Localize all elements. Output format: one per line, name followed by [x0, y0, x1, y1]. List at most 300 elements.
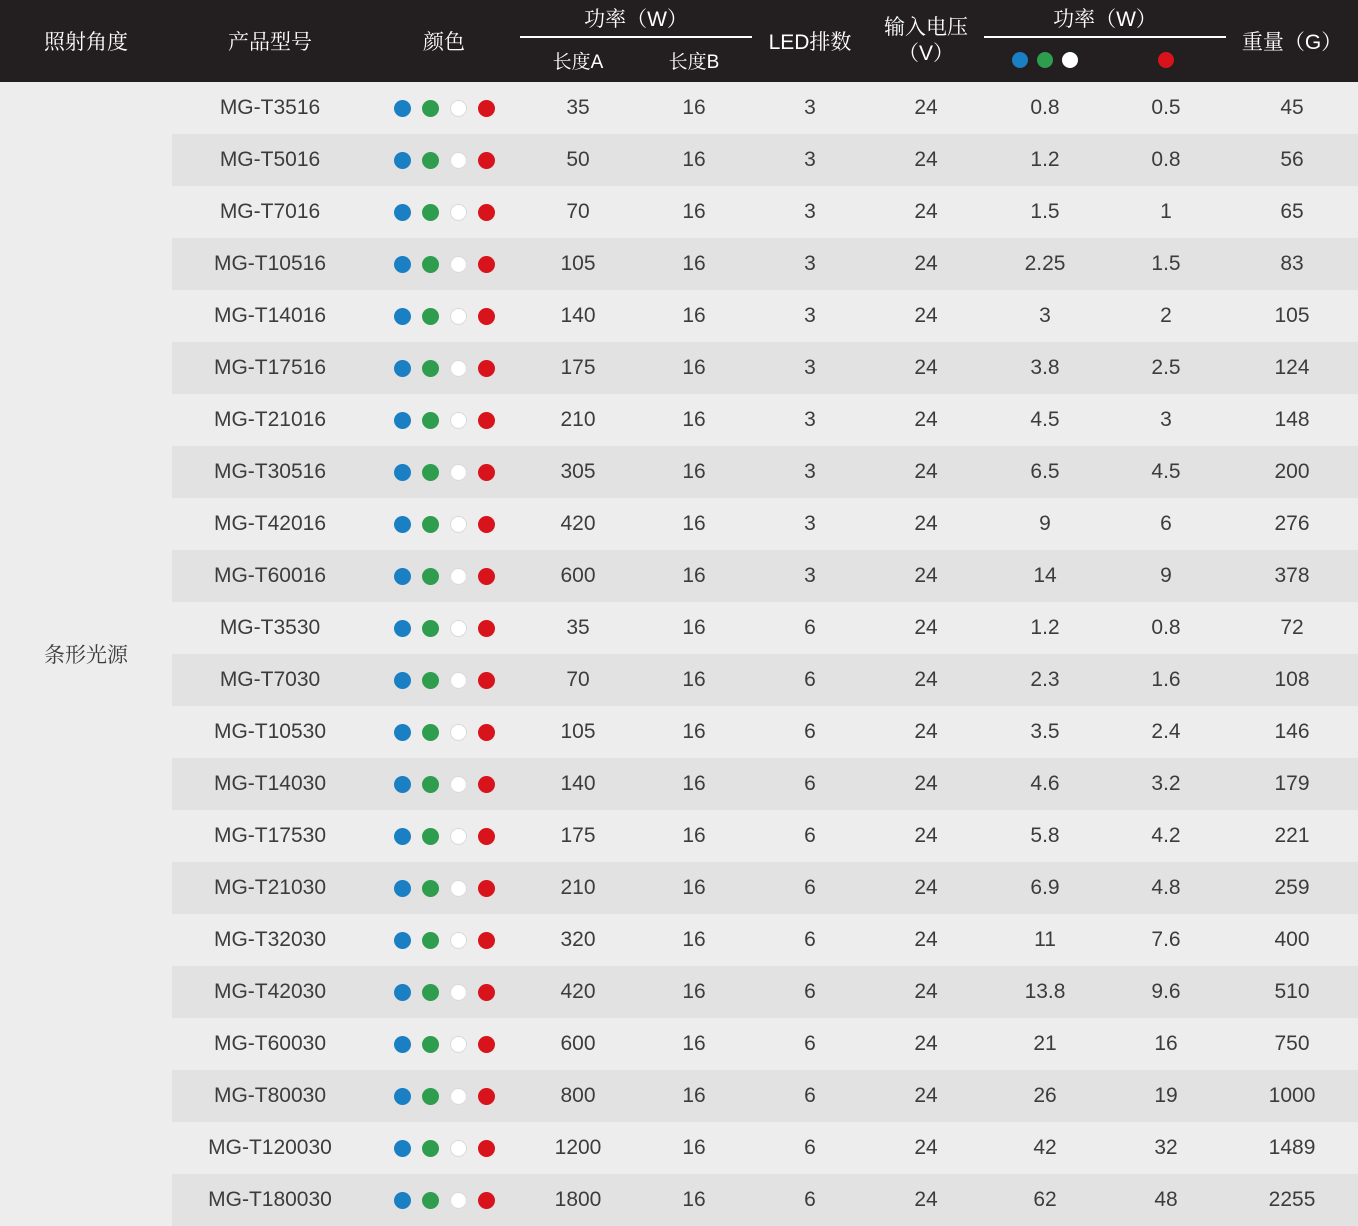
- cell-power-bgw: 1.2: [984, 134, 1106, 186]
- cell-input-voltage: 24: [868, 498, 984, 550]
- cell-power-red: 3: [1106, 394, 1226, 446]
- cell-length-b: 16: [636, 394, 752, 446]
- cell-power-bgw: 3.8: [984, 342, 1106, 394]
- blue-dot-icon: [394, 152, 411, 169]
- white-dot-icon: [450, 1088, 467, 1105]
- cell-length-a: 50: [520, 134, 636, 186]
- cell-input-voltage: 24: [868, 654, 984, 706]
- table-row: [0, 602, 1358, 654]
- white-dot-icon: [450, 308, 467, 325]
- green-dot-icon: [422, 880, 439, 897]
- red-dot-icon: [478, 880, 495, 897]
- cell-power-bgw: 14: [984, 550, 1106, 602]
- cell-led-rows: 6: [752, 1174, 868, 1226]
- red-dot-icon: [478, 568, 495, 585]
- cell-input-voltage: 24: [868, 238, 984, 290]
- cell-power-red: 2.5: [1106, 342, 1226, 394]
- cell-color-dots: [368, 238, 520, 290]
- cell-led-rows: 6: [752, 654, 868, 706]
- green-dot-icon: [422, 204, 439, 221]
- header-input-voltage-line1: 输入电压: [884, 15, 969, 39]
- cell-led-rows: 3: [752, 134, 868, 186]
- cell-led-rows: 3: [752, 290, 868, 342]
- cell-length-b: 16: [636, 602, 752, 654]
- white-dot-icon: [450, 360, 467, 377]
- cell-length-a: 420: [520, 966, 636, 1018]
- cell-length-a: 210: [520, 862, 636, 914]
- white-dot-icon: [450, 672, 467, 689]
- cell-color-dots: [368, 654, 520, 706]
- cell-weight: 72: [1226, 602, 1358, 654]
- cell-length-a: 600: [520, 1018, 636, 1070]
- white-dot-icon: [450, 256, 467, 273]
- white-dot-icon: [450, 152, 467, 169]
- white-dot-icon: [450, 828, 467, 845]
- green-dot-icon: [422, 1140, 439, 1157]
- green-dot-icon: [422, 1192, 439, 1209]
- cell-led-rows: 6: [752, 1122, 868, 1174]
- blue-dot-icon: [394, 620, 411, 637]
- table-row: [0, 862, 1358, 914]
- white-dot-icon: [450, 412, 467, 429]
- cell-input-voltage: 24: [868, 966, 984, 1018]
- cell-led-rows: 6: [752, 862, 868, 914]
- green-dot-icon: [422, 152, 439, 169]
- cell-product-model: MG-T5016: [172, 134, 368, 186]
- table-row: [0, 134, 1358, 186]
- cell-input-voltage: 24: [868, 862, 984, 914]
- blue-dot-icon: [394, 984, 411, 1001]
- cell-weight: 378: [1226, 550, 1358, 602]
- cell-power-red: 32: [1106, 1122, 1226, 1174]
- cell-color-dots: [368, 758, 520, 810]
- cell-power-bgw: 11: [984, 914, 1106, 966]
- cell-length-a: 1200: [520, 1122, 636, 1174]
- cell-color-dots: [368, 1174, 520, 1226]
- cell-color-dots: [368, 862, 520, 914]
- cell-power-bgw: 0.8: [984, 82, 1106, 134]
- cell-length-a: 140: [520, 290, 636, 342]
- red-dot-icon: [478, 100, 495, 117]
- green-dot-icon: [422, 568, 439, 585]
- header-weight: 重量（G）: [1226, 0, 1358, 82]
- green-dot-icon: [422, 984, 439, 1001]
- cell-weight: 179: [1226, 758, 1358, 810]
- green-dot-icon: [422, 932, 439, 949]
- table-row: [0, 1018, 1358, 1070]
- cell-input-voltage: 24: [868, 1122, 984, 1174]
- cell-length-b: 16: [636, 966, 752, 1018]
- cell-product-model: MG-T21016: [172, 394, 368, 446]
- table-row: [0, 1174, 1358, 1226]
- cell-input-voltage: 24: [868, 394, 984, 446]
- cell-length-b: 16: [636, 1174, 752, 1226]
- cell-color-dots: [368, 1018, 520, 1070]
- white-dot-icon: [450, 776, 467, 793]
- cell-power-bgw: 21: [984, 1018, 1106, 1070]
- white-dot-icon: [450, 516, 467, 533]
- cell-led-rows: 6: [752, 914, 868, 966]
- white-dot-icon: [450, 724, 467, 741]
- cell-length-a: 175: [520, 810, 636, 862]
- cell-input-voltage: 24: [868, 1174, 984, 1226]
- cell-weight: 276: [1226, 498, 1358, 550]
- cell-power-red: 4.2: [1106, 810, 1226, 862]
- cell-length-b: 16: [636, 290, 752, 342]
- cell-weight: 148: [1226, 394, 1358, 446]
- white-dot-icon: [1062, 52, 1078, 68]
- blue-dot-icon: [394, 1140, 411, 1157]
- green-dot-icon: [422, 620, 439, 637]
- cell-length-a: 210: [520, 394, 636, 446]
- cell-input-voltage: 24: [868, 810, 984, 862]
- cell-power-bgw: 2.3: [984, 654, 1106, 706]
- cell-led-rows: 3: [752, 238, 868, 290]
- table-row: [0, 706, 1358, 758]
- table-row: [0, 186, 1358, 238]
- header-led-rows: LED排数: [752, 0, 868, 82]
- cell-weight: 56: [1226, 134, 1358, 186]
- cell-length-b: 16: [636, 1122, 752, 1174]
- cell-input-voltage: 24: [868, 706, 984, 758]
- table-row: [0, 758, 1358, 810]
- table-row: [0, 1122, 1358, 1174]
- cell-color-dots: [368, 186, 520, 238]
- green-dot-icon: [422, 672, 439, 689]
- cell-power-red: 1.6: [1106, 654, 1226, 706]
- cell-color-dots: [368, 82, 520, 134]
- red-dot-icon: [1158, 52, 1174, 68]
- cell-weight: 65: [1226, 186, 1358, 238]
- cell-weight: 124: [1226, 342, 1358, 394]
- red-dot-icon: [478, 828, 495, 845]
- blue-dot-icon: [394, 516, 411, 533]
- table-row: [0, 914, 1358, 966]
- red-dot-icon: [478, 984, 495, 1001]
- cell-led-rows: 6: [752, 1018, 868, 1070]
- cell-power-bgw: 6.5: [984, 446, 1106, 498]
- cell-power-red: 0.5: [1106, 82, 1226, 134]
- white-dot-icon: [450, 1036, 467, 1053]
- cell-color-dots: [368, 706, 520, 758]
- cell-power-red: 48: [1106, 1174, 1226, 1226]
- cell-length-b: 16: [636, 914, 752, 966]
- table-row: [0, 550, 1358, 602]
- cell-power-bgw: 6.9: [984, 862, 1106, 914]
- cell-power-bgw: 62: [984, 1174, 1106, 1226]
- cell-length-a: 35: [520, 602, 636, 654]
- cell-length-b: 16: [636, 810, 752, 862]
- red-dot-icon: [478, 464, 495, 481]
- red-dot-icon: [478, 620, 495, 637]
- red-dot-icon: [478, 256, 495, 273]
- cell-product-model: MG-T3530: [172, 602, 368, 654]
- white-dot-icon: [450, 984, 467, 1001]
- table-header: [0, 0, 1358, 82]
- cell-input-voltage: 24: [868, 446, 984, 498]
- white-dot-icon: [450, 880, 467, 897]
- cell-length-b: 16: [636, 862, 752, 914]
- blue-dot-icon: [394, 880, 411, 897]
- cell-length-a: 600: [520, 550, 636, 602]
- cell-power-red: 1: [1106, 186, 1226, 238]
- cell-power-red: 19: [1106, 1070, 1226, 1122]
- green-dot-icon: [422, 828, 439, 845]
- cell-color-dots: [368, 810, 520, 862]
- header-power-group-length: 功率（W）: [520, 0, 752, 37]
- cell-power-red: 2.4: [1106, 706, 1226, 758]
- cell-power-bgw: 1.5: [984, 186, 1106, 238]
- blue-dot-icon: [394, 308, 411, 325]
- cell-input-voltage: 24: [868, 82, 984, 134]
- green-dot-icon: [422, 1088, 439, 1105]
- white-dot-icon: [450, 1192, 467, 1209]
- header-length-b: 长度B: [636, 37, 752, 82]
- cell-led-rows: 6: [752, 706, 868, 758]
- cell-length-b: 16: [636, 342, 752, 394]
- header-irradiation-angle: 照射角度: [0, 0, 172, 82]
- cell-power-red: 2: [1106, 290, 1226, 342]
- cell-power-red: 4.5: [1106, 446, 1226, 498]
- cell-input-voltage: 24: [868, 758, 984, 810]
- cell-input-voltage: 24: [868, 602, 984, 654]
- cell-led-rows: 6: [752, 966, 868, 1018]
- cell-led-rows: 6: [752, 1070, 868, 1122]
- cell-product-model: MG-T10516: [172, 238, 368, 290]
- cell-length-a: 320: [520, 914, 636, 966]
- table-row: [0, 394, 1358, 446]
- red-dot-icon: [478, 724, 495, 741]
- cell-length-a: 35: [520, 82, 636, 134]
- header-product-model: 产品型号: [172, 0, 368, 82]
- cell-length-a: 105: [520, 238, 636, 290]
- green-dot-icon: [422, 464, 439, 481]
- blue-dot-icon: [394, 932, 411, 949]
- cell-input-voltage: 24: [868, 914, 984, 966]
- cell-power-bgw: 42: [984, 1122, 1106, 1174]
- cell-length-b: 16: [636, 1070, 752, 1122]
- cell-color-dots: [368, 498, 520, 550]
- cell-color-dots: [368, 290, 520, 342]
- blue-dot-icon: [394, 776, 411, 793]
- table-row: [0, 342, 1358, 394]
- table-row: [0, 290, 1358, 342]
- cell-product-model: MG-T60016: [172, 550, 368, 602]
- header-power-group-color: 功率（W）: [984, 0, 1226, 37]
- red-dot-icon: [478, 1088, 495, 1105]
- blue-dot-icon: [394, 100, 411, 117]
- cell-length-a: 305: [520, 446, 636, 498]
- cell-weight: 221: [1226, 810, 1358, 862]
- cell-color-dots: [368, 1070, 520, 1122]
- cell-power-red: 0.8: [1106, 602, 1226, 654]
- cell-product-model: MG-T14030: [172, 758, 368, 810]
- red-dot-icon: [478, 1192, 495, 1209]
- green-dot-icon: [422, 1036, 439, 1053]
- green-dot-icon: [422, 776, 439, 793]
- cell-led-rows: 6: [752, 602, 868, 654]
- cell-power-bgw: 4.6: [984, 758, 1106, 810]
- cell-length-a: 800: [520, 1070, 636, 1122]
- cell-product-model: MG-T17530: [172, 810, 368, 862]
- cell-product-model: MG-T21030: [172, 862, 368, 914]
- blue-dot-icon: [394, 360, 411, 377]
- cell-product-model: MG-T180030: [172, 1174, 368, 1226]
- cell-weight: 45: [1226, 82, 1358, 134]
- blue-dot-icon: [394, 1036, 411, 1053]
- cell-length-b: 16: [636, 550, 752, 602]
- cell-product-model: MG-T17516: [172, 342, 368, 394]
- cell-power-red: 9: [1106, 550, 1226, 602]
- red-dot-icon: [478, 776, 495, 793]
- header-input-voltage: [868, 0, 984, 82]
- blue-dot-icon: [394, 1192, 411, 1209]
- white-dot-icon: [450, 932, 467, 949]
- green-dot-icon: [1037, 52, 1053, 68]
- green-dot-icon: [422, 516, 439, 533]
- cell-weight: 83: [1226, 238, 1358, 290]
- cell-power-red: 9.6: [1106, 966, 1226, 1018]
- cell-color-dots: [368, 394, 520, 446]
- cell-led-rows: 3: [752, 550, 868, 602]
- white-dot-icon: [450, 100, 467, 117]
- cell-color-dots: [368, 342, 520, 394]
- header-power-red: [1106, 37, 1226, 82]
- cell-length-a: 1800: [520, 1174, 636, 1226]
- header-color: 颜色: [368, 0, 520, 82]
- cell-power-red: 3.2: [1106, 758, 1226, 810]
- cell-power-bgw: 3: [984, 290, 1106, 342]
- blue-dot-icon: [394, 464, 411, 481]
- cell-power-bgw: 1.2: [984, 602, 1106, 654]
- cell-power-red: 16: [1106, 1018, 1226, 1070]
- cell-input-voltage: 24: [868, 1070, 984, 1122]
- cell-product-model: MG-T32030: [172, 914, 368, 966]
- cell-length-b: 16: [636, 758, 752, 810]
- blue-dot-icon: [394, 724, 411, 741]
- red-dot-icon: [478, 672, 495, 689]
- blue-dot-icon: [394, 256, 411, 273]
- red-dot-icon: [478, 152, 495, 169]
- cell-power-bgw: 26: [984, 1070, 1106, 1122]
- green-dot-icon: [422, 256, 439, 273]
- cell-weight: 510: [1226, 966, 1358, 1018]
- table-row: [0, 1070, 1358, 1122]
- cell-length-a: 70: [520, 654, 636, 706]
- cell-power-bgw: 9: [984, 498, 1106, 550]
- cell-input-voltage: 24: [868, 186, 984, 238]
- red-dot-icon: [478, 516, 495, 533]
- cell-led-rows: 3: [752, 82, 868, 134]
- red-dot-icon: [478, 360, 495, 377]
- cell-weight: 146: [1226, 706, 1358, 758]
- cell-product-model: MG-T7030: [172, 654, 368, 706]
- red-dot-icon: [478, 412, 495, 429]
- cell-led-rows: 3: [752, 186, 868, 238]
- cell-color-dots: [368, 550, 520, 602]
- table-row: [0, 498, 1358, 550]
- cell-input-voltage: 24: [868, 342, 984, 394]
- cell-length-b: 16: [636, 498, 752, 550]
- cell-product-model: MG-T42030: [172, 966, 368, 1018]
- table-body: [0, 82, 1358, 1226]
- cell-weight: 1000: [1226, 1070, 1358, 1122]
- cell-product-model: MG-T80030: [172, 1070, 368, 1122]
- cell-color-dots: [368, 914, 520, 966]
- cell-product-model: MG-T60030: [172, 1018, 368, 1070]
- white-dot-icon: [450, 620, 467, 637]
- cell-weight: 1489: [1226, 1122, 1358, 1174]
- cell-power-red: 6: [1106, 498, 1226, 550]
- blue-dot-icon: [394, 568, 411, 585]
- cell-product-model: MG-T3516: [172, 82, 368, 134]
- red-dot-icon: [478, 308, 495, 325]
- cell-led-rows: 3: [752, 394, 868, 446]
- cell-length-b: 16: [636, 82, 752, 134]
- table-row: [0, 446, 1358, 498]
- white-dot-icon: [450, 204, 467, 221]
- table-row: [0, 810, 1358, 862]
- cell-input-voltage: 24: [868, 134, 984, 186]
- cell-length-b: 16: [636, 186, 752, 238]
- cell-product-model: MG-T30516: [172, 446, 368, 498]
- cell-weight: 750: [1226, 1018, 1358, 1070]
- cell-weight: 200: [1226, 446, 1358, 498]
- header-power-bgw: [984, 37, 1106, 82]
- table-row: [0, 654, 1358, 706]
- cell-product-model: MG-T10530: [172, 706, 368, 758]
- cell-power-bgw: 2.25: [984, 238, 1106, 290]
- cell-length-a: 140: [520, 758, 636, 810]
- red-dot-icon: [478, 1036, 495, 1053]
- green-dot-icon: [422, 724, 439, 741]
- red-dot-icon: [478, 1140, 495, 1157]
- cell-product-model: MG-T120030: [172, 1122, 368, 1174]
- cell-led-rows: 3: [752, 446, 868, 498]
- header-input-voltage-line2: （V）: [898, 42, 955, 65]
- cell-length-b: 16: [636, 134, 752, 186]
- cell-weight: 259: [1226, 862, 1358, 914]
- cell-led-rows: 6: [752, 810, 868, 862]
- cell-led-rows: 3: [752, 342, 868, 394]
- green-dot-icon: [422, 412, 439, 429]
- blue-dot-icon: [394, 1088, 411, 1105]
- row-group-label: 条形光源: [0, 82, 172, 1226]
- green-dot-icon: [422, 100, 439, 117]
- cell-color-dots: [368, 966, 520, 1018]
- blue-dot-icon: [394, 412, 411, 429]
- cell-power-bgw: 5.8: [984, 810, 1106, 862]
- cell-length-a: 420: [520, 498, 636, 550]
- table-row: [0, 82, 1358, 134]
- blue-dot-icon: [394, 828, 411, 845]
- white-dot-icon: [450, 1140, 467, 1157]
- blue-dot-icon: [1012, 52, 1028, 68]
- red-dot-icon: [478, 932, 495, 949]
- header-length-a: 长度A: [520, 37, 636, 82]
- cell-color-dots: [368, 134, 520, 186]
- cell-power-red: 7.6: [1106, 914, 1226, 966]
- cell-power-bgw: 13.8: [984, 966, 1106, 1018]
- blue-dot-icon: [394, 204, 411, 221]
- cell-power-red: 4.8: [1106, 862, 1226, 914]
- cell-weight: 105: [1226, 290, 1358, 342]
- table-row: [0, 966, 1358, 1018]
- cell-length-b: 16: [636, 446, 752, 498]
- cell-power-red: 1.5: [1106, 238, 1226, 290]
- cell-length-b: 16: [636, 654, 752, 706]
- cell-color-dots: [368, 602, 520, 654]
